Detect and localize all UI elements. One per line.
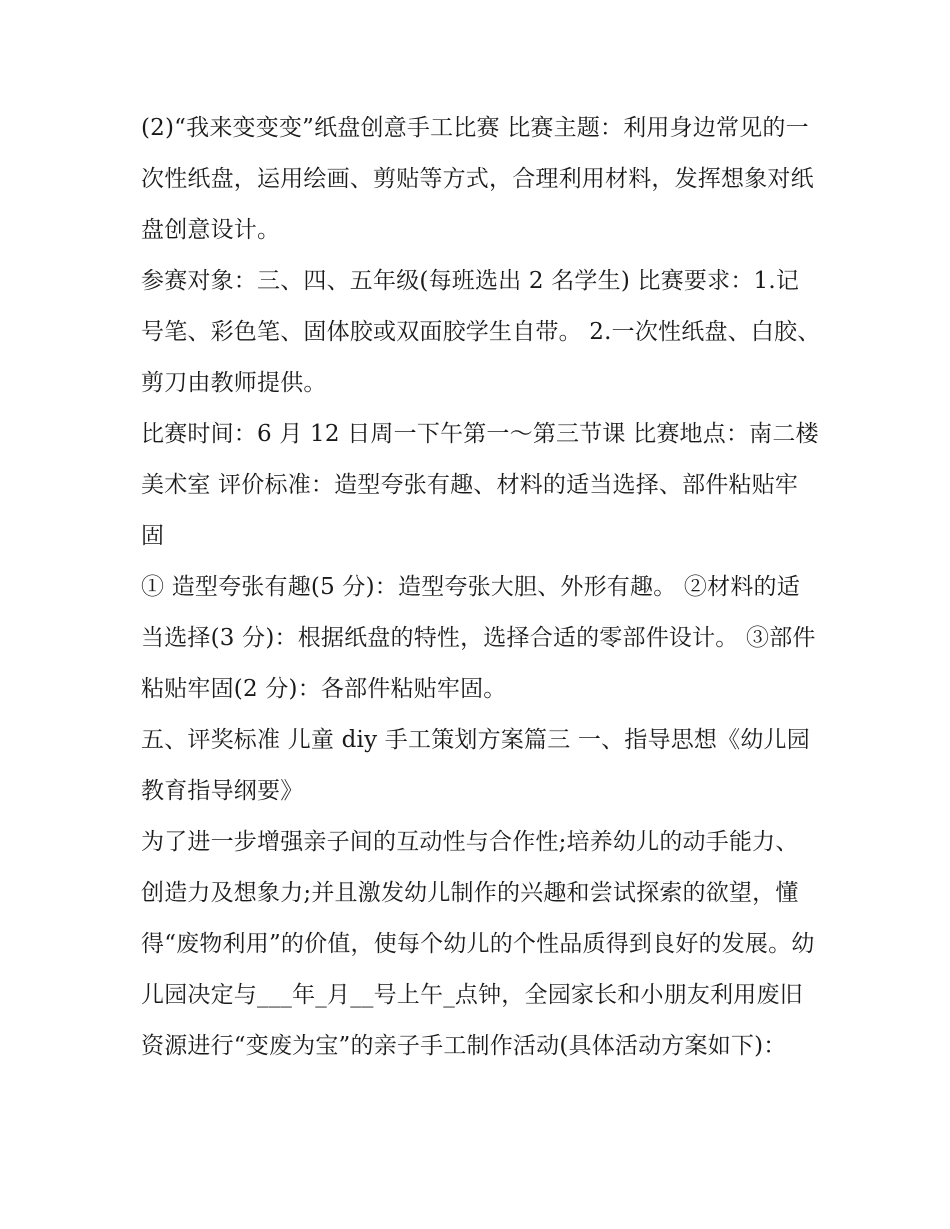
paragraph-participants-requirements: 参赛对象：三、四、五年级(每班选出 2 名学生) 比赛要求：1.记号笔、彩色笔、固体胶或双面胶学生自带。 2.一次性纸盘、白胶、剪刀由教师提供。 <box>141 268 821 396</box>
paragraph-scoring-items: ① 造型夸张有趣(5 分)：造型夸张大胆、外形有趣。 ②材料的适当选择(3 分)：根据纸盘的特性，选择合适的零部件设计。 ③部件粘贴牢固(2 分)：各部件粘贴牢固。 <box>141 574 816 702</box>
paragraph-paper-plate-contest: (2)“我来变变变”纸盘创意手工比赛 比赛主题：利用身边常见的一次性纸盘，运用绘画、剪贴等方式，合理利用材料，发挥想象对纸盘创意设计。 <box>141 115 814 243</box>
paragraph-activity-purpose: 为了进一步增强亲子间的互动性与合作性;培养幼儿的动手能力、创造力及想象力;并且激发幼儿制作的兴趣和尝试探索的欲望，懂得“废物利用”的价值，使每个幼儿的个性品质得到良好的发展。幼儿园决定与___年_月__号上午_点钟，全园家长和小朋友利用废旧资源进行“变废为宝”的亲子手工制作活动(具体活动方案如下)： <box>141 829 815 1059</box>
document-body <box>141 103 821 1072</box>
paragraph-time-location-criteria: 比赛时间：6 月 12 日周一下午第一～第三节课 比赛地点：南二楼美术室 评价标准：造型夸张有趣、材料的适当选择、部件粘贴牢固 <box>141 421 819 549</box>
paragraph-award-standard-heading: 五、评奖标准 儿童 diy 手工策划方案篇三 一、指导思想《幼儿园教育指导纲要》 <box>141 727 810 804</box>
